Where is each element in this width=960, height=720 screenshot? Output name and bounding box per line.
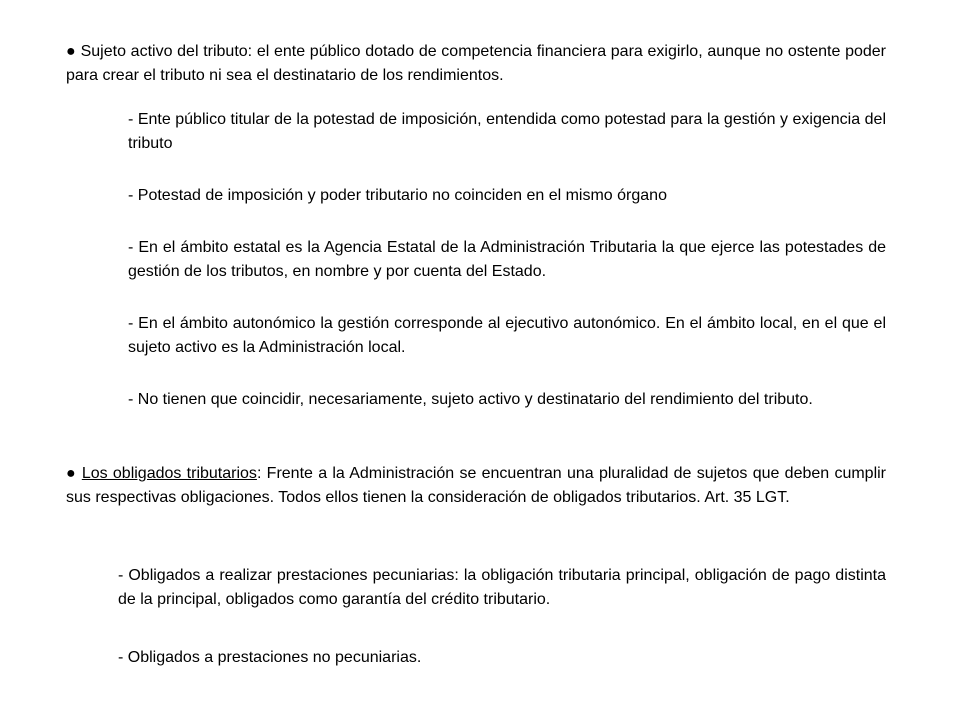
sub-item-potestad-imposicion: - Ente público titular de la potestad de imposición, entendida como potestad para la gestión y exigencia del tributo <box>128 111 886 152</box>
sub-item-poder-tributario: - Potestad de imposición y poder tributario no coinciden en el mismo órgano <box>128 187 667 204</box>
paragraph-text: Sujeto activo del tributo: el ente público dotado de competencia financiera para exigirlo, aunque no ostente poder para crear el tributo ni sea el destinatario de los rendimientos. <box>66 43 887 84</box>
sub-item-ambito-estatal: - En el ámbito estatal es la Agencia Estatal de la Administración Tributaria la que ejerce las potestades de gestión de los tributos, en nombre y por cuenta del Estado. <box>128 239 886 280</box>
bullet-glyph: ● <box>66 43 76 60</box>
paragraph-obligados-tributarios <box>66 462 886 510</box>
sub-item-prestaciones-no-pecuniarias: - Obligados a prestaciones no pecuniarias. <box>118 649 422 666</box>
bullet-glyph: ● <box>66 465 77 482</box>
sub-item-prestaciones-pecuniarias: - Obligados a realizar prestaciones pecuniarias: la obligación tributaria principal, obligación de pago distinta de la principal, obligados como garantía del crédito tributario. <box>118 567 886 608</box>
sub-item-ambito-autonomico: - En el ámbito autonómico la gestión corresponde al ejecutivo autonómico. En el ámbito local, en el que el sujeto activo es la Administración local. <box>128 315 886 356</box>
sub-item-rendimiento: - No tienen que coincidir, necesariamente, sujeto activo y destinatario del rendimiento del tributo. <box>128 391 813 408</box>
paragraph-sujeto-activo <box>66 40 886 88</box>
paragraph-text: : Frente a la Administración se encuentran una pluralidad de sujetos que deben cumplir sus respectivas obligaciones. Todos ellos tienen la consideración de obligados tributarios. Art. 35 LGT. <box>66 465 887 506</box>
underlined-term: Los obligados tributarios <box>81 465 257 482</box>
